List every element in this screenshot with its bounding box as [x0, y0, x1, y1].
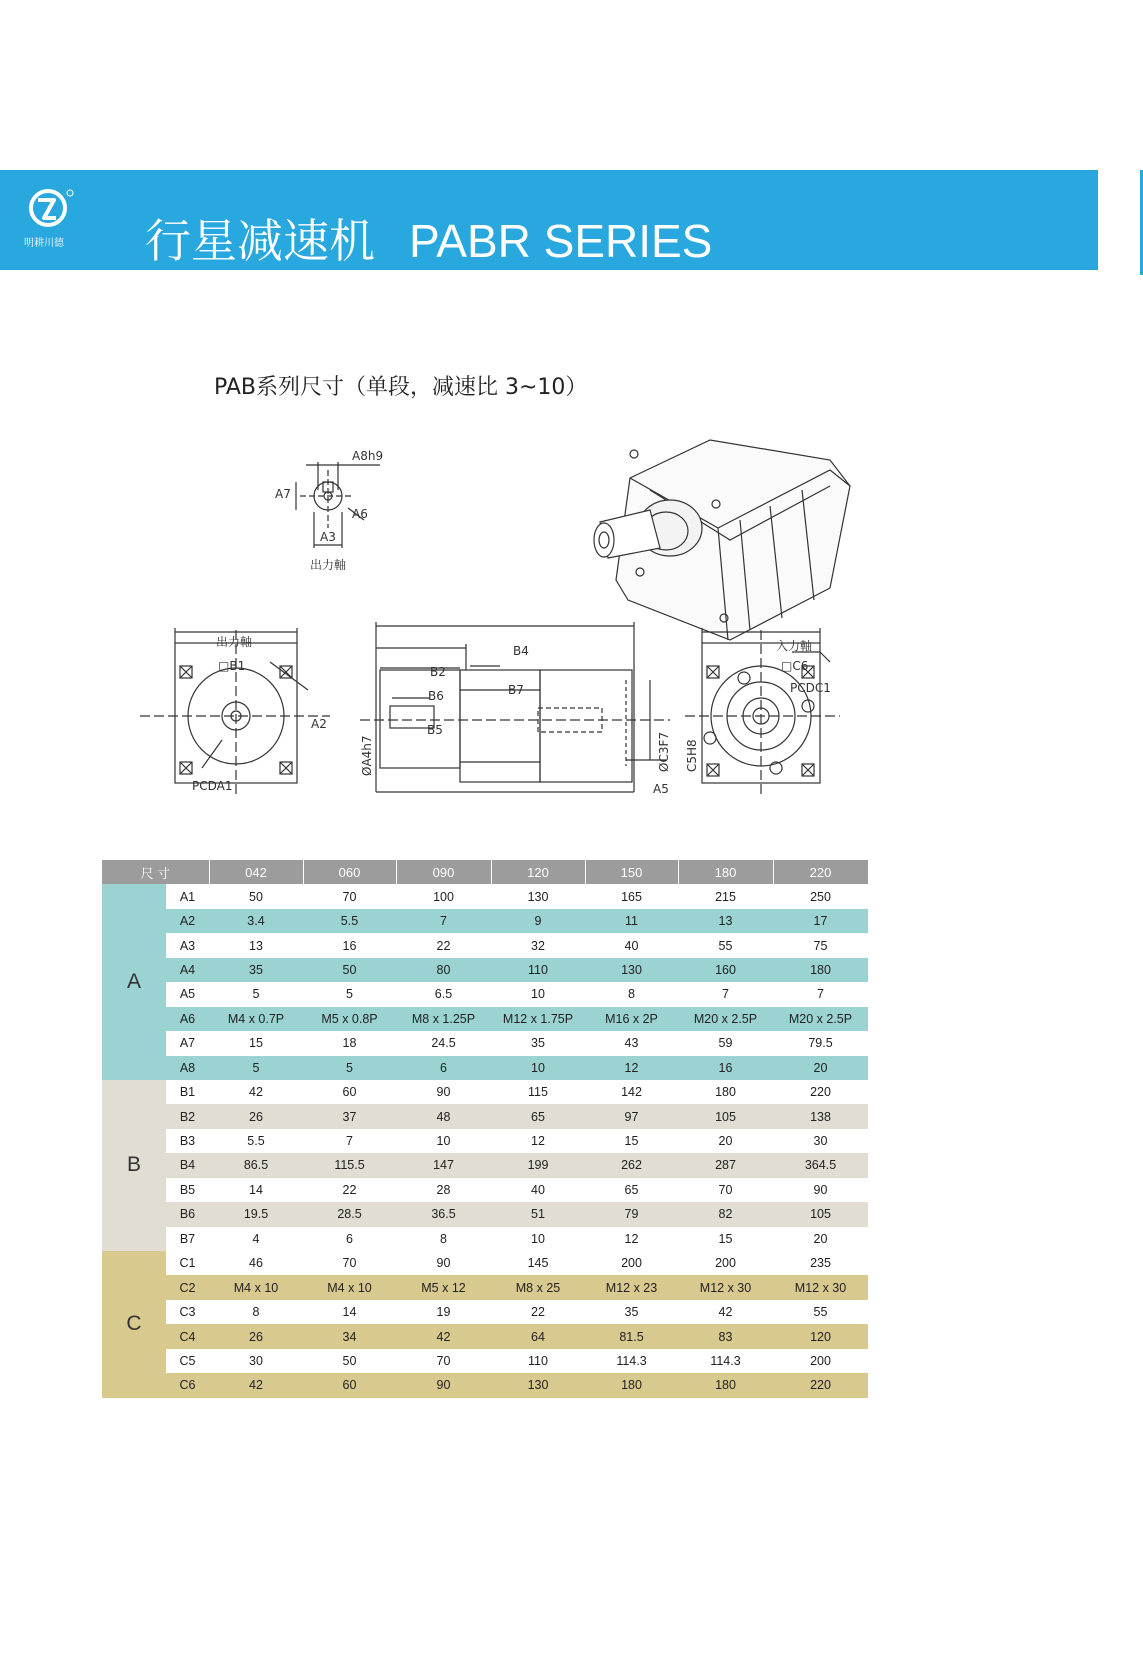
table-cell: 160: [678, 958, 773, 982]
table-cell: M4 x 10: [303, 1275, 396, 1299]
table-cell: 90: [396, 1080, 491, 1104]
table-cell: 5: [209, 982, 303, 1006]
table-cell: 142: [585, 1080, 678, 1104]
table-cell: M20 x 2.5P: [773, 1007, 868, 1031]
label-b5: B5: [427, 723, 443, 737]
table-header-row: [102, 860, 868, 884]
table-cell: 65: [491, 1104, 585, 1128]
table-row: [102, 933, 868, 957]
row-code: C6: [166, 1373, 209, 1397]
table-cell: 110: [491, 958, 585, 982]
table-row: [102, 982, 868, 1006]
table-cell: 145: [491, 1251, 585, 1275]
table-body: [102, 884, 868, 1397]
label-b1: □B1: [218, 659, 246, 673]
table-cell: 250: [773, 884, 868, 908]
rear-view-input: [685, 628, 840, 796]
table-cell: 20: [773, 1056, 868, 1080]
table-cell: 32: [491, 933, 585, 957]
label-b2: B2: [430, 665, 446, 679]
front-view-output: [140, 628, 330, 796]
table-cell: 215: [678, 884, 773, 908]
table-cell: 82: [678, 1202, 773, 1226]
table-cell: 70: [396, 1349, 491, 1373]
label-a8h9: A8h9: [352, 449, 384, 463]
table-cell: 115: [491, 1080, 585, 1104]
table-row: [102, 1324, 868, 1348]
table-cell: 26: [209, 1324, 303, 1348]
table-cell: 12: [585, 1056, 678, 1080]
table-cell: 105: [678, 1104, 773, 1128]
table-cell: 5: [303, 1056, 396, 1080]
table-cell: 42: [209, 1373, 303, 1397]
col-header-150: 150: [585, 860, 678, 884]
table-row: [102, 1007, 868, 1031]
table-cell: 43: [585, 1031, 678, 1055]
table-cell: M12 x 23: [585, 1275, 678, 1299]
table-cell: 200: [773, 1349, 868, 1373]
table-cell: M8 x 1.25P: [396, 1007, 491, 1031]
table-cell: 200: [678, 1251, 773, 1275]
table-row: [102, 1251, 868, 1275]
row-code: C2: [166, 1275, 209, 1299]
table-cell: 59: [678, 1031, 773, 1055]
table-cell: 262: [585, 1153, 678, 1177]
label-output-shaft-top: 出力軸: [310, 558, 347, 572]
table-cell: 86.5: [209, 1153, 303, 1177]
table-cell: 130: [491, 1373, 585, 1397]
title-cn: 行星减速机: [145, 214, 375, 268]
table-row: [102, 884, 868, 908]
table-cell: 110: [491, 1349, 585, 1373]
table-cell: 70: [678, 1178, 773, 1202]
table-cell: 8: [209, 1300, 303, 1324]
page-title: [145, 205, 712, 271]
table-cell: 90: [773, 1178, 868, 1202]
table-cell: M12 x 30: [773, 1275, 868, 1299]
table-cell: 10: [491, 1056, 585, 1080]
section-title: PAB系列尺寸（单段，减速比 3~10）: [214, 375, 588, 400]
label-a6: A6: [352, 507, 368, 521]
table-cell: 180: [585, 1373, 678, 1397]
table-cell: 42: [396, 1324, 491, 1348]
table-row: [102, 1373, 868, 1397]
table-row: [102, 1178, 868, 1202]
table-cell: 65: [585, 1178, 678, 1202]
table-cell: 34: [303, 1324, 396, 1348]
table-cell: 30: [773, 1129, 868, 1153]
row-code: C4: [166, 1324, 209, 1348]
table-cell: 97: [585, 1104, 678, 1128]
table-cell: 12: [491, 1129, 585, 1153]
row-code: C3: [166, 1300, 209, 1324]
table-cell: 26: [209, 1104, 303, 1128]
row-code: A1: [166, 884, 209, 908]
table-row: [102, 1104, 868, 1128]
table-row: [102, 1080, 868, 1104]
table-cell: 24.5: [396, 1031, 491, 1055]
label-c5: C5H8: [685, 739, 699, 772]
table-row: [102, 1153, 868, 1177]
table-cell: 6: [303, 1227, 396, 1251]
table-cell: 19.5: [209, 1202, 303, 1226]
col-header-120: 120: [491, 860, 585, 884]
table-cell: 8: [585, 982, 678, 1006]
table-cell: M16 x 2P: [585, 1007, 678, 1031]
table-cell: 18: [303, 1031, 396, 1055]
row-code: B3: [166, 1129, 209, 1153]
table-cell: 16: [303, 933, 396, 957]
table-cell: 180: [678, 1080, 773, 1104]
label-a3: A3: [320, 530, 336, 544]
row-code: A7: [166, 1031, 209, 1055]
title-en: PABR SERIES: [409, 215, 713, 267]
table-cell: M4 x 0.7P: [209, 1007, 303, 1031]
table-cell: 7: [396, 909, 491, 933]
table-cell: 60: [303, 1080, 396, 1104]
col-header-090: 090: [396, 860, 491, 884]
table-cell: 100: [396, 884, 491, 908]
row-code: B6: [166, 1202, 209, 1226]
table-row: [102, 958, 868, 982]
table-cell: 9: [491, 909, 585, 933]
table-cell: 20: [773, 1227, 868, 1251]
row-code: A8: [166, 1056, 209, 1080]
group-label: B: [102, 1080, 166, 1251]
table-cell: 40: [585, 933, 678, 957]
table-cell: M20 x 2.5P: [678, 1007, 773, 1031]
table-cell: 10: [491, 1227, 585, 1251]
table-row: [102, 1129, 868, 1153]
table-cell: 5.5: [209, 1129, 303, 1153]
label-a2: A2: [311, 717, 327, 731]
table-cell: 14: [303, 1300, 396, 1324]
table-cell: 46: [209, 1251, 303, 1275]
table-cell: 130: [491, 884, 585, 908]
table-cell: 287: [678, 1153, 773, 1177]
dimension-table: [102, 860, 869, 1398]
shaft-key-detail: [296, 462, 380, 548]
table-cell: 42: [678, 1300, 773, 1324]
table-cell: 51: [491, 1202, 585, 1226]
table-cell: 50: [209, 884, 303, 908]
table-cell: 90: [396, 1251, 491, 1275]
table-cell: 114.3: [585, 1349, 678, 1373]
header-corner: 尺 寸: [102, 860, 209, 884]
table-cell: 13: [209, 933, 303, 957]
label-b7: B7: [508, 683, 524, 697]
table-cell: 22: [491, 1300, 585, 1324]
row-code: A2: [166, 909, 209, 933]
table-cell: M12 x 30: [678, 1275, 773, 1299]
label-b4: B4: [513, 644, 529, 658]
table-cell: 16: [678, 1056, 773, 1080]
row-code: B5: [166, 1178, 209, 1202]
table-cell: 138: [773, 1104, 868, 1128]
table-cell: 64: [491, 1324, 585, 1348]
group-label: A: [102, 884, 166, 1080]
table-cell: 36.5: [396, 1202, 491, 1226]
table-cell: 15: [585, 1129, 678, 1153]
table-row: [102, 1349, 868, 1373]
row-code: B2: [166, 1104, 209, 1128]
table-cell: 130: [585, 958, 678, 982]
label-a4: ØA4h7: [360, 735, 374, 776]
table-row: [102, 1031, 868, 1055]
label-a7: A7: [275, 487, 291, 501]
table-cell: 6.5: [396, 982, 491, 1006]
table-cell: 12: [585, 1227, 678, 1251]
table-cell: 42: [209, 1080, 303, 1104]
table-cell: 220: [773, 1373, 868, 1397]
label-c3: ØC3F7: [657, 732, 671, 772]
table-cell: 8: [396, 1227, 491, 1251]
table-cell: 83: [678, 1324, 773, 1348]
table-cell: M12 x 1.75P: [491, 1007, 585, 1031]
table-row: [102, 1056, 868, 1080]
table-cell: 105: [773, 1202, 868, 1226]
table-cell: M5 x 0.8P: [303, 1007, 396, 1031]
table-cell: 13: [678, 909, 773, 933]
col-header-220: 220: [773, 860, 868, 884]
label-output-shaft: 出力軸: [216, 635, 253, 649]
table-cell: 364.5: [773, 1153, 868, 1177]
table-cell: 37: [303, 1104, 396, 1128]
table-cell: 28.5: [303, 1202, 396, 1226]
col-header-042: 042: [209, 860, 303, 884]
table-cell: 114.3: [678, 1349, 773, 1373]
gearbox-3d-view: [594, 440, 850, 640]
label-a5: A5: [653, 782, 669, 796]
table-cell: 147: [396, 1153, 491, 1177]
table-cell: 70: [303, 884, 396, 908]
table-cell: 22: [396, 933, 491, 957]
table-cell: 180: [678, 1373, 773, 1397]
table-cell: 28: [396, 1178, 491, 1202]
table-cell: 115.5: [303, 1153, 396, 1177]
table-cell: 199: [491, 1153, 585, 1177]
table-cell: 15: [209, 1031, 303, 1055]
table-cell: 10: [491, 982, 585, 1006]
table-row: [102, 909, 868, 933]
table-cell: 6: [396, 1056, 491, 1080]
table-cell: 50: [303, 1349, 396, 1373]
table-cell: 7: [678, 982, 773, 1006]
table-cell: 5: [209, 1056, 303, 1080]
row-code: A3: [166, 933, 209, 957]
table-cell: 120: [773, 1324, 868, 1348]
table-cell: 15: [678, 1227, 773, 1251]
table-cell: 40: [491, 1178, 585, 1202]
technical-drawings: [130, 400, 890, 840]
col-header-060: 060: [303, 860, 396, 884]
table-cell: 19: [396, 1300, 491, 1324]
table-cell: 80: [396, 958, 491, 982]
table-cell: 165: [585, 884, 678, 908]
table-cell: 35: [491, 1031, 585, 1055]
table-cell: 90: [396, 1373, 491, 1397]
row-code: A5: [166, 982, 209, 1006]
label-pcda1: PCDA1: [192, 779, 233, 793]
table-cell: 22: [303, 1178, 396, 1202]
table-cell: 10: [396, 1129, 491, 1153]
table-cell: 81.5: [585, 1324, 678, 1348]
group-label: C: [102, 1251, 166, 1398]
label-c6: □C6: [781, 659, 809, 673]
row-code: A4: [166, 958, 209, 982]
table-cell: 14: [209, 1178, 303, 1202]
table-row: [102, 1300, 868, 1324]
table-cell: 48: [396, 1104, 491, 1128]
table-cell: 75: [773, 933, 868, 957]
brand-name: 明耕川德: [24, 238, 64, 249]
table-cell: 79: [585, 1202, 678, 1226]
table-cell: 35: [209, 958, 303, 982]
row-code: C5: [166, 1349, 209, 1373]
table-cell: 180: [773, 958, 868, 982]
row-code: B1: [166, 1080, 209, 1104]
table-cell: 220: [773, 1080, 868, 1104]
table-cell: 30: [209, 1349, 303, 1373]
row-code: C1: [166, 1251, 209, 1275]
table-row: [102, 1202, 868, 1226]
table-cell: 5: [303, 982, 396, 1006]
table-cell: 7: [773, 982, 868, 1006]
table-cell: 235: [773, 1251, 868, 1275]
row-code: B7: [166, 1227, 209, 1251]
table-cell: 70: [303, 1251, 396, 1275]
table-cell: M5 x 12: [396, 1275, 491, 1299]
table-cell: 17: [773, 909, 868, 933]
table-cell: 5.5: [303, 909, 396, 933]
table-cell: 79.5: [773, 1031, 868, 1055]
row-code: B4: [166, 1153, 209, 1177]
table-cell: M4 x 10: [209, 1275, 303, 1299]
table-cell: 7: [303, 1129, 396, 1153]
col-header-180: 180: [678, 860, 773, 884]
table-row: [102, 1227, 868, 1251]
table-cell: 55: [678, 933, 773, 957]
table-cell: 200: [585, 1251, 678, 1275]
table-cell: 50: [303, 958, 396, 982]
label-input-shaft: 入力軸: [776, 639, 813, 653]
table-cell: 3.4: [209, 909, 303, 933]
table-row: [102, 1275, 868, 1299]
table-cell: M8 x 25: [491, 1275, 585, 1299]
table-cell: 60: [303, 1373, 396, 1397]
table-cell: 4: [209, 1227, 303, 1251]
table-cell: 20: [678, 1129, 773, 1153]
label-b6: B6: [428, 689, 444, 703]
table-cell: 35: [585, 1300, 678, 1324]
table-cell: 11: [585, 909, 678, 933]
label-pcdc1: PCDC1: [790, 681, 831, 695]
row-code: A6: [166, 1007, 209, 1031]
table-cell: 55: [773, 1300, 868, 1324]
